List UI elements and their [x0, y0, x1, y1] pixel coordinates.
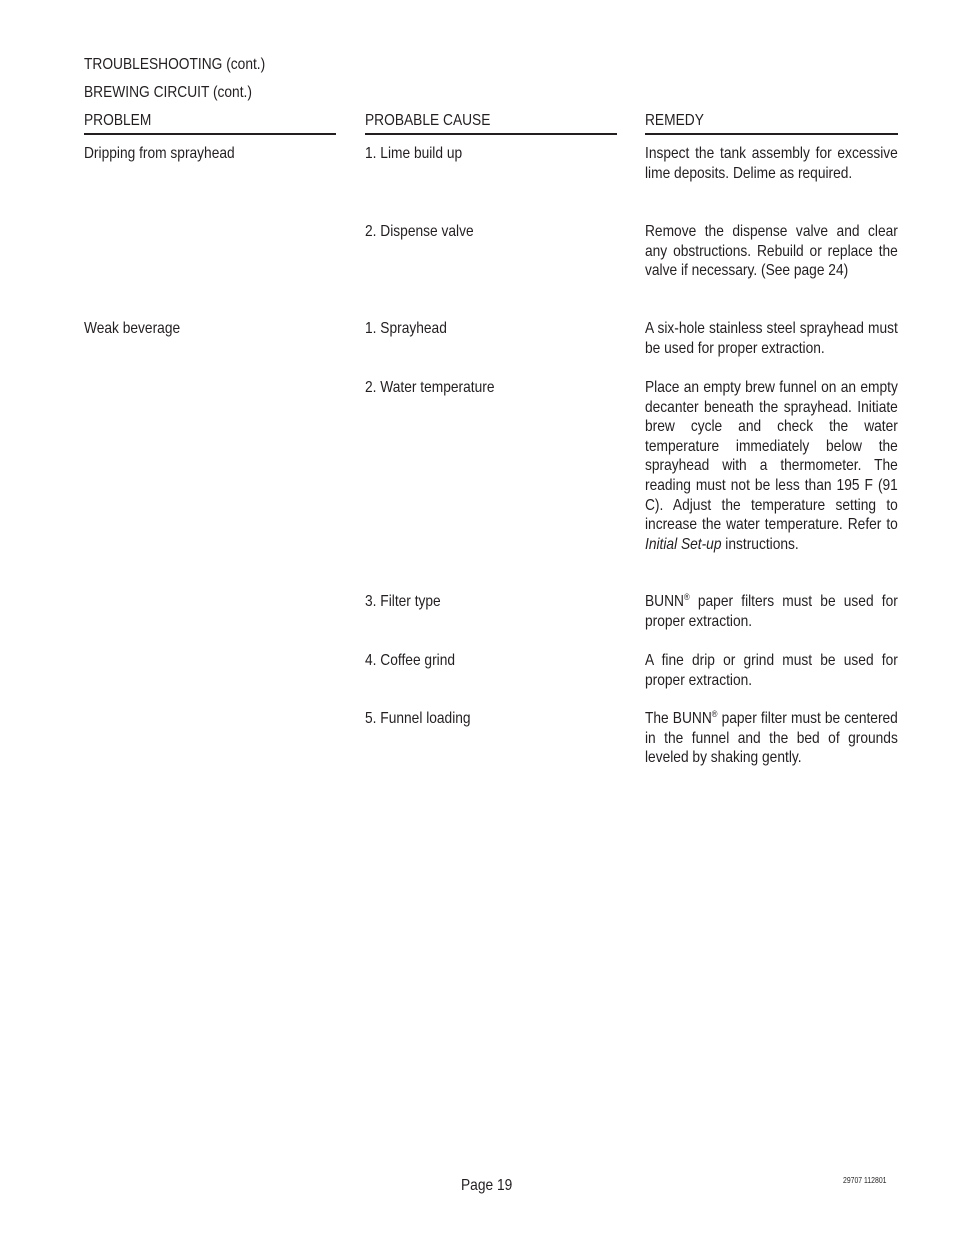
problem-label: Dripping from sprayhead: [84, 145, 235, 162]
column-rule-problem: [84, 133, 336, 135]
column-header-problem: PROBLEM: [84, 112, 152, 129]
remedy-text: The BUNN® paper filter must be centered in the funnel and the bed of grounds leveled by shaking gently.: [645, 709, 898, 767]
subsection-title: BREWING CIRCUIT (cont.): [84, 84, 252, 101]
problem-label: Weak beverage: [84, 320, 181, 337]
cause-label: 5. Funnel loading: [365, 710, 471, 727]
remedy-text: A fine drip or grind must be used for proper extraction.: [645, 652, 898, 689]
column-rule-cause: [365, 133, 617, 135]
cause-label: 1. Sprayhead: [365, 320, 447, 337]
remedy-text: BUNN® paper filters must be used for proper extraction.: [645, 592, 898, 630]
column-header-cause: PROBABLE CAUSE: [365, 112, 491, 129]
remedy-text: Inspect the tank assembly for excessive lime deposits. Delime as required.: [645, 145, 898, 182]
remedy-text: Place an empty brew funnel on an empty decanter beneath the sprayhead. Initiate brew cycle and check the water temperature immediately below the sprayhead with a thermometer. The reading must not be less than 195 F (91 C). Adjust the temperature setting to increase the water temperature. Refer to Initial Set-up instructions.: [645, 379, 898, 553]
document-code: 29707 112801: [843, 1176, 887, 1185]
column-header-remedy: REMEDY: [645, 112, 704, 129]
cause-label: 1. Lime build up: [365, 145, 463, 162]
cause-label: 2. Dispense valve: [365, 223, 474, 240]
remedy-text: A six-hole stainless steel sprayhead must be used for proper extraction.: [645, 320, 898, 357]
column-rule-remedy: [645, 133, 898, 135]
remedy-text: Remove the dispense valve and clear any obstructions. Rebuild or replace the valve if necessary. (See page 24): [645, 223, 898, 280]
cause-label: 3. Filter type: [365, 593, 441, 610]
page-number: Page 19: [461, 1177, 513, 1194]
cause-label: 4. Coffee grind: [365, 652, 456, 669]
section-title: TROUBLESHOOTING (cont.): [84, 56, 266, 73]
cause-label: 2. Water temperature: [365, 379, 495, 396]
